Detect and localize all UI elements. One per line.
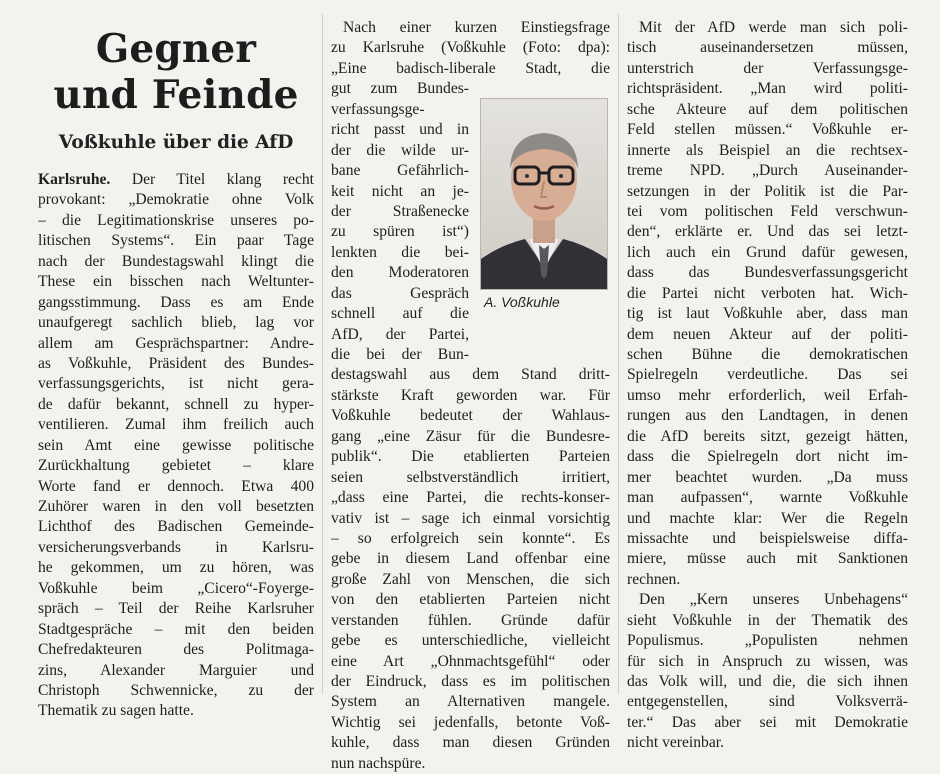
text-line: man aufpassen“, warnte Voßkuhle bbox=[627, 489, 908, 507]
text-line: Spielregeln verdeutliche. Das sei bbox=[627, 366, 908, 384]
text-line: Lichthof des Badischen Gemeinde- bbox=[38, 518, 314, 536]
text-line: de dafür bekannt, schnell zu hyper- bbox=[38, 395, 314, 413]
text-line: Chefredakteuren des Politmaga- bbox=[38, 641, 314, 659]
text-line: verfassungsge- bbox=[331, 100, 425, 118]
photo-caption: A. Voßkuhle bbox=[484, 294, 560, 310]
text-line: rechnen. bbox=[627, 570, 681, 588]
text-line: verfassungsgerichts, ist nicht gera- bbox=[38, 375, 314, 393]
article-column-3 bbox=[627, 0, 908, 754]
text-line: Voßkuhle bedeutet der Wahlaus- bbox=[331, 407, 610, 425]
portrait-figure bbox=[480, 98, 608, 318]
text-line: gebe in diesem Land offenbar eine bbox=[331, 550, 610, 568]
text-line: eine Art „Ohnmachtsgefühl“ oder bbox=[331, 652, 610, 670]
text-line: bane Gefährlich- bbox=[331, 162, 469, 180]
headline: Gegner und Feinde bbox=[53, 26, 299, 118]
text-line: „dass eine Partei, die rechts-konser- bbox=[331, 489, 610, 507]
text-line: Populismus. „Populisten nehmen bbox=[627, 632, 908, 650]
text-line: die AfD bereits sitzt, gezeigt hätten, bbox=[627, 427, 908, 445]
text-line: Zuhörer waren in den voll besetzten bbox=[38, 498, 314, 515]
text-line: sein Amt eine gewisse politische bbox=[38, 436, 314, 454]
text-line: kuhle, dass man diesen Gründen bbox=[331, 734, 610, 752]
text-line: zu Karlsruhe (Voßkuhle (Foto: dpa): bbox=[331, 39, 610, 57]
text-line: System an Alternativen mangele. bbox=[331, 693, 610, 711]
text-line: große Zahl von Menschen, die sich bbox=[331, 570, 610, 588]
text-line: der Straßenecke bbox=[331, 202, 469, 220]
text-line: miere, müsse auch mit Sanktionen bbox=[627, 550, 908, 568]
text-line: dass die Spielregeln dort nicht im- bbox=[627, 448, 908, 466]
text-line: unterstrich der Verfassungsge- bbox=[627, 59, 908, 77]
portrait-illustration bbox=[481, 99, 607, 289]
text-line: setzungen in der Politik ist die Par- bbox=[627, 182, 908, 200]
text-line: keit nicht an je- bbox=[331, 182, 469, 200]
text-line: von den etablierten Parteien nicht bbox=[331, 591, 610, 609]
text-line: he gekommen, um zu hören, was bbox=[38, 559, 314, 577]
column-rule bbox=[618, 14, 619, 694]
paragraph bbox=[38, 190, 314, 721]
paragraph bbox=[331, 18, 610, 79]
text-line: stärkste Kraft geworden war. Für bbox=[331, 386, 610, 404]
text-line: treme NPD. „Durch Auseinander- bbox=[627, 162, 908, 180]
text-line: und machte klar: Wer die Regeln bbox=[627, 509, 908, 527]
text-line: die Partei nicht verboten hat. Wich- bbox=[627, 284, 908, 302]
text-line: den“, erklärte er. Und das sei letzt- bbox=[627, 223, 908, 241]
text-line: versicherungsverbands in Karlsru- bbox=[38, 538, 314, 556]
text-line: dass das Bundesverfassungsgericht bbox=[627, 264, 908, 282]
text-line: der die wilde ur- bbox=[331, 141, 469, 159]
text-line: tisch auseinandersetzen müssen, bbox=[627, 39, 908, 57]
subheadline: Voßkuhle über die AfD bbox=[58, 132, 294, 153]
text-line: sche Akteure auf dem politischen bbox=[627, 100, 908, 118]
text-line: das Volk will, und die, die sich ihnen bbox=[627, 673, 908, 690]
portrait-photo bbox=[480, 98, 608, 290]
text-line: – so erfolgreich sein konnte“. Es bbox=[331, 529, 610, 547]
text-line: mer beachtet wurden. „Da muss bbox=[627, 468, 908, 486]
text-line: Mit der AfD werde man sich poli- bbox=[639, 19, 908, 36]
text-line: publik“. Die etablierten Parteien bbox=[331, 448, 610, 466]
text-line: „Eine badisch-liberale Stadt, die bbox=[331, 59, 610, 77]
text-line: innerte als Beispiel an die rechtsex- bbox=[627, 141, 908, 159]
text-line: der Eindruck, dass es im politischen bbox=[331, 673, 610, 690]
text-line: tig ist laut Voßkuhle aber, dass man bbox=[627, 305, 908, 323]
text-line: – die Legitimationskrise unseres po- bbox=[38, 211, 314, 229]
text-line: unaufgeregt sachlich blieb, lag vor bbox=[38, 314, 314, 332]
text-line: lenkten die bei- bbox=[331, 243, 469, 261]
text-line: nach der Bundestagswahl klingt die bbox=[38, 252, 314, 270]
text-line: nicht vereinbar. bbox=[627, 734, 724, 752]
text-line: richt passt und in bbox=[331, 121, 469, 139]
text-line: zu spüren ist“) bbox=[331, 223, 469, 241]
paragraph bbox=[331, 365, 610, 774]
text-line: Den „Kern unseres Unbehagens“ bbox=[639, 591, 908, 609]
text-line: entgegenstellen, sind Volksverrä- bbox=[627, 693, 908, 711]
text-line: schen Bühne die demokratischen bbox=[627, 346, 908, 363]
text-line: provokant: „Demokratie ohne Volk bbox=[38, 191, 314, 209]
text-line: Karlsruhe. Der Titel klang recht bbox=[38, 171, 314, 188]
article-column-1 bbox=[38, 0, 314, 722]
text-line: Zurückhaltung gebietet – klare bbox=[38, 457, 314, 475]
text-line: Stadtgespräche – mit den beiden bbox=[38, 620, 314, 638]
dateline: Karlsruhe. bbox=[38, 171, 111, 188]
text-line: gangsstimmung. Dass es am Ende bbox=[38, 293, 314, 311]
text-line: ventilieren. Zumal ihm freilich auch bbox=[38, 416, 314, 434]
text-line: Nach einer kurzen Einstiegsfrage bbox=[343, 19, 610, 36]
paragraph bbox=[627, 18, 908, 590]
text-line: lich auch ein Grund dafür gewesen, bbox=[627, 243, 908, 261]
text-line: allem am Gesprächspartner: Andre- bbox=[38, 334, 314, 352]
text-line: ter.“ Das aber sei mit Demokratie bbox=[627, 713, 908, 731]
text-line: dem neuen Akteur auf der politi- bbox=[627, 325, 908, 343]
text-line: missachte und beispielsweise diffa- bbox=[627, 529, 908, 547]
text-line: tei vom politischen Feld verschwun- bbox=[627, 202, 908, 220]
text-line: das Gespräch bbox=[331, 284, 469, 302]
text-line: Feld stellen müssen.“ Voßkuhle er- bbox=[627, 121, 908, 139]
text-line: seien selbstverständlich irritiert, bbox=[331, 468, 610, 486]
text-line: as Voßkuhle, Präsident des Bundes- bbox=[38, 354, 314, 372]
text-line: sieht Voßkuhle in der Thematik des bbox=[627, 611, 908, 629]
text-line: litischen Systems“. Ein paar Tage bbox=[38, 232, 314, 250]
text-line: spräch – Teil der Reihe Karlsruher bbox=[38, 600, 314, 618]
text-line: vativ ist – sage ich einmal vorsichtig bbox=[331, 509, 610, 527]
text-line: gang „eine Zäsur für die Bundesre- bbox=[331, 427, 610, 445]
text-line: Worte fand er dennoch. Etwa 400 bbox=[38, 477, 314, 495]
text-line: richtspräsident. „Man wird politi- bbox=[627, 80, 908, 98]
text-line: Voßkuhle beim „Cicero“-Foyerge- bbox=[38, 579, 314, 597]
text-line: rungen aus den Landtagen, in denen bbox=[627, 407, 908, 425]
text-line: zins, Alexander Marguier und bbox=[38, 661, 314, 679]
paragraph bbox=[627, 590, 908, 754]
text-line: für sich in Anspruch zu wissen, was bbox=[627, 652, 908, 670]
text-line: Thematik zu sagen hatte. bbox=[38, 702, 194, 720]
text-line: nun nachspüre. bbox=[331, 754, 426, 772]
text-line: die bei der Bun- bbox=[331, 346, 469, 363]
column-rule bbox=[322, 14, 323, 694]
text-line: umso mehr erforderlich, weil Erfah- bbox=[627, 386, 908, 404]
text-line: AfD, der Partei, bbox=[331, 325, 469, 343]
text-line: Christoph Schwennicke, zu der bbox=[38, 681, 314, 699]
text-line: gebe es unterschiedliche, vielleicht bbox=[331, 632, 610, 650]
text-line: Wichtig sei jedenfalls, betonte Voß- bbox=[331, 713, 610, 731]
text-line: verstanden fühlen. Gründe dafür bbox=[331, 611, 610, 629]
text-line: den Moderatoren bbox=[331, 264, 469, 282]
text-line: These ein bisschen nach Weltunter- bbox=[38, 273, 314, 291]
text-line: gut zum Bundes- bbox=[331, 80, 469, 98]
text-line: destagswahl aus dem Stand dritt- bbox=[331, 366, 610, 384]
text-line: schnell auf die bbox=[331, 305, 469, 323]
